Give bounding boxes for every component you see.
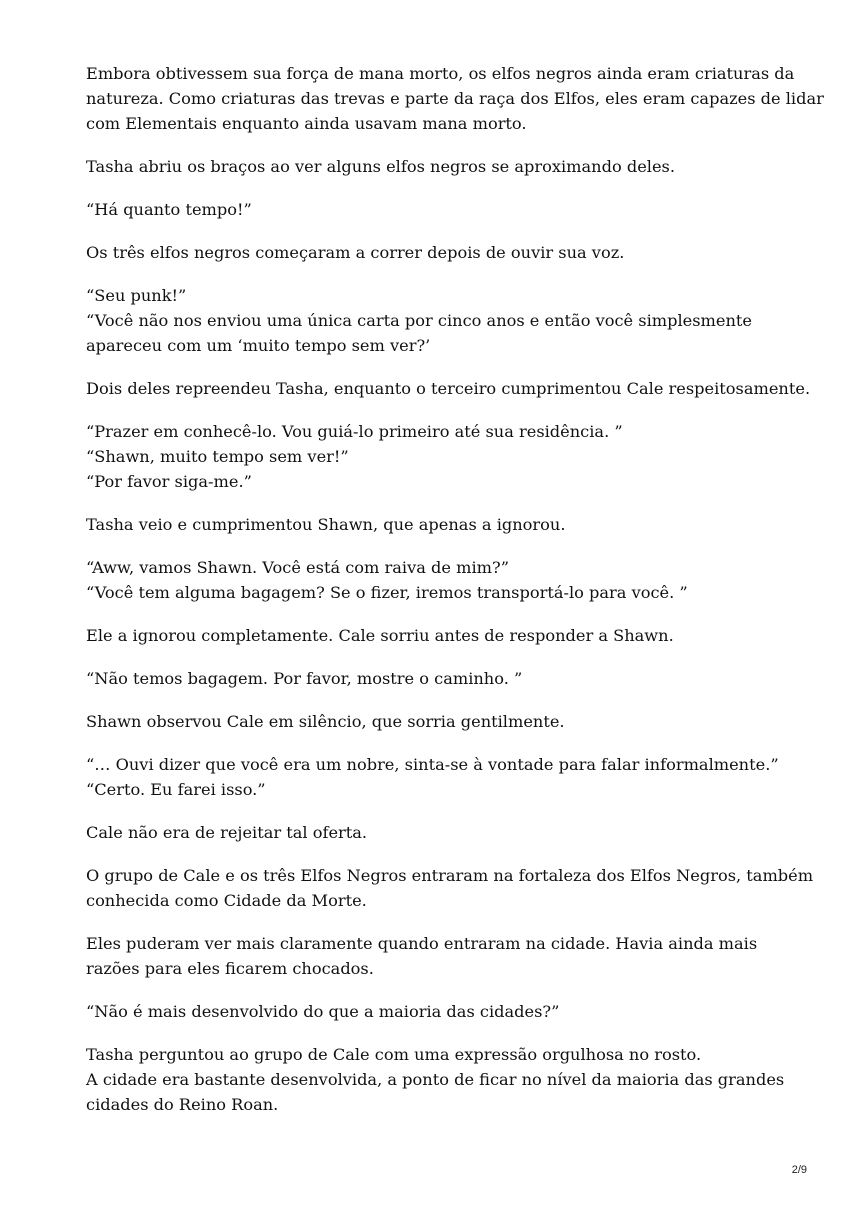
paragraph [86,197,806,222]
text-line: Tasha perguntou ao grupo de Cale com uma expressão orgulhosa no rosto. [86,1045,702,1064]
text-line: O grupo de Cale e os três Elfos Negros entraram na fortaleza dos Elfos Negros, também [86,866,814,885]
text-line: “Aww, vamos Shawn. Você está com raiva de mim?” [86,558,509,577]
document-body [86,61,824,1135]
text-line: “Seu punk!” [86,286,187,305]
paragraph [86,419,806,494]
text-line: natureza. Como criaturas das trevas e parte da raça dos Elfos, eles eram capazes de lidar [86,89,824,108]
text-line: “Você tem alguma bagagem? Se o fizer, iremos transportá-lo para você. ” [86,583,688,602]
text-line: “Há quanto tempo!” [86,200,252,219]
text-line: cidades do Reino Roan. [86,1095,279,1114]
text-line: “Você não nos enviou uma única carta por cinco anos e então você simplesmente [86,311,752,330]
paragraph [86,999,806,1024]
text-line: apareceu com um ‘muito tempo sem ver?’ [86,336,431,355]
text-line: Shawn observou Cale em silêncio, que sorria gentilmente. [86,712,565,731]
paragraph [86,240,806,265]
text-line: “Por favor siga-me.” [86,472,252,491]
paragraph [86,154,806,179]
text-line: “Shawn, muito tempo sem ver!” [86,447,349,466]
text-line: Cale não era de rejeitar tal oferta. [86,823,368,842]
text-line: Tasha veio e cumprimentou Shawn, que apenas a ignorou. [86,515,566,534]
text-line: Embora obtivessem sua força de mana morto, os elfos negros ainda eram criaturas da [86,64,795,83]
text-line: conhecida como Cidade da Morte. [86,891,367,910]
paragraph [86,61,824,136]
text-line: Eles puderam ver mais claramente quando entraram na cidade. Havia ainda mais [86,934,758,953]
text-line: Dois deles repreendeu Tasha, enquanto o terceiro cumprimentou Cale respeitosamente. [86,379,811,398]
paragraph [86,709,806,734]
paragraph [86,863,814,913]
paragraph [86,283,806,358]
text-line: Os três elfos negros começaram a correr depois de ouvir sua voz. [86,243,625,262]
text-line: Ele a ignorou completamente. Cale sorriu antes de responder a Shawn. [86,626,674,645]
text-line: “Não é mais desenvolvido do que a maioria das cidades?” [86,1002,560,1021]
text-line: “Certo. Eu farei isso.” [86,780,266,799]
paragraph [86,376,811,401]
text-line: razões para eles ficarem chocados. [86,959,374,978]
text-line: “Não temos bagagem. Por favor, mostre o caminho. ” [86,669,523,688]
paragraph [86,931,806,981]
paragraph [86,666,806,691]
text-line: Tasha abriu os braços ao ver alguns elfos negros se aproximando deles. [86,157,675,176]
paragraph [86,1042,806,1117]
paragraph [86,752,806,802]
paragraph [86,555,806,605]
paragraph [86,512,806,537]
paragraph [86,820,806,845]
text-line: “… Ouvi dizer que você era um nobre, sinta-se à vontade para falar informalmente.” [86,755,779,774]
text-line: “Prazer em conhecê-lo. Vou guiá-lo primeiro até sua residência. ” [86,422,623,441]
paragraph [86,623,806,648]
page-number: 2/9 [791,1164,807,1176]
text-line: com Elementais enquanto ainda usavam mana morto. [86,114,527,133]
text-line: A cidade era bastante desenvolvida, a ponto de ficar no nível da maioria das grandes [86,1070,785,1089]
